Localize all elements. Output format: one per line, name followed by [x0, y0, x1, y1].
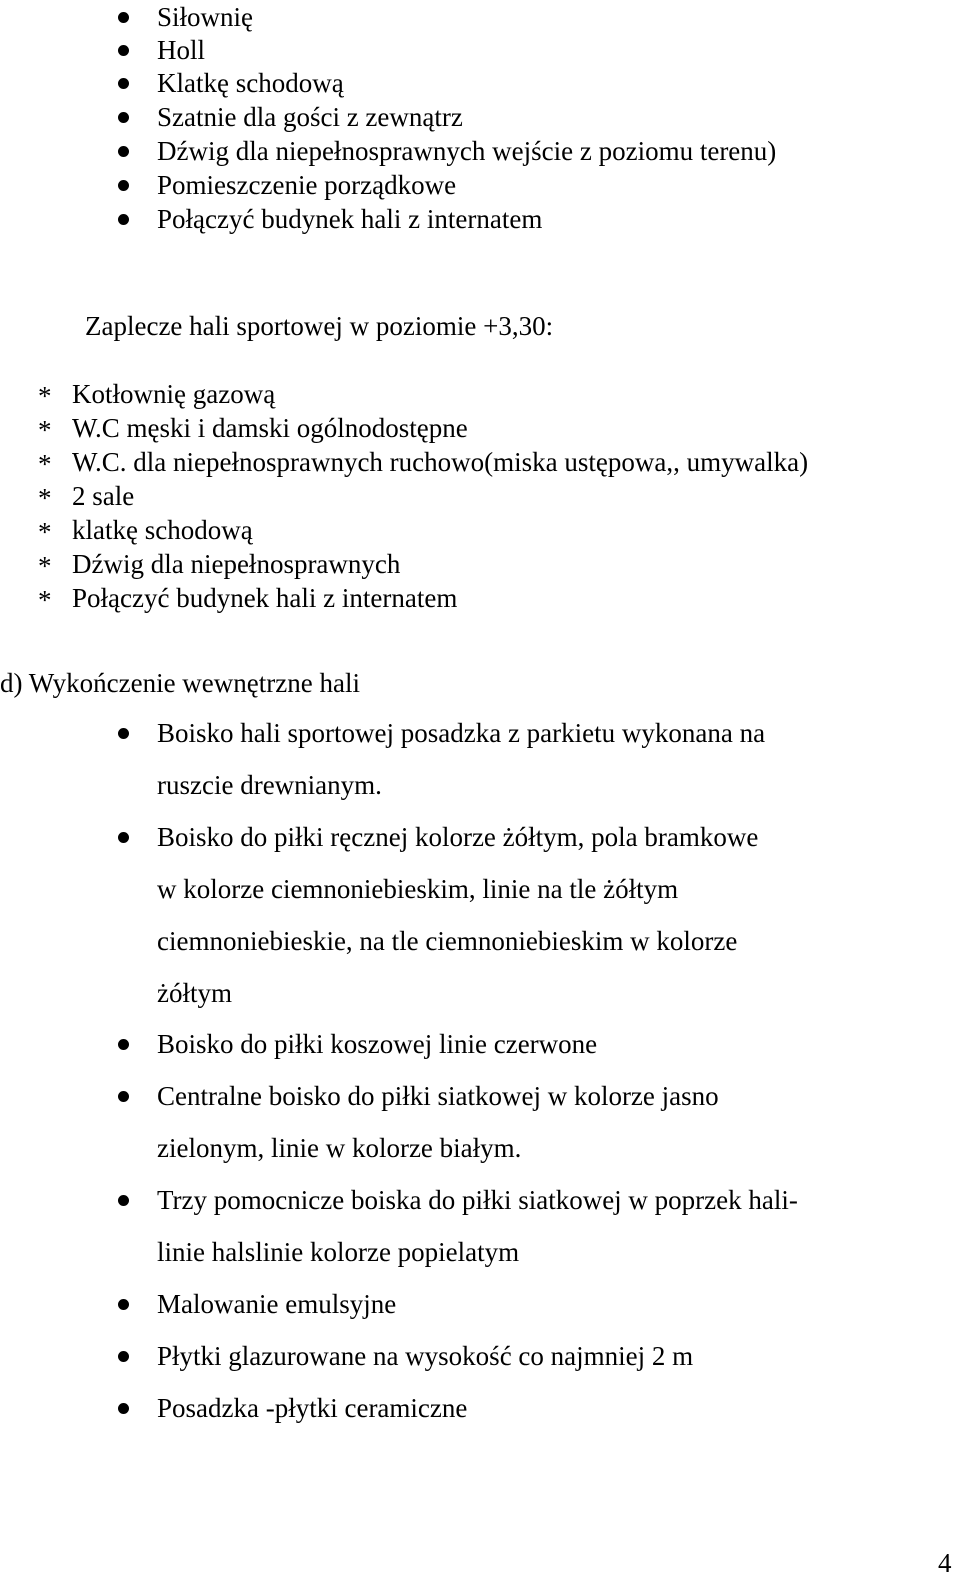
bullet-icon [118, 1299, 129, 1310]
list-item: Siłownię [157, 2, 254, 32]
bullet-icon [118, 112, 129, 123]
list-item: Klatkę schodową [157, 68, 344, 98]
star-marker: * [38, 551, 52, 581]
list-item-continuation: linie halslinie kolorze popielatym [157, 1237, 520, 1267]
bullet-icon [118, 832, 129, 843]
star-marker: * [38, 449, 52, 479]
list-item: Dźwig dla niepełnosprawnych [72, 549, 401, 579]
star-marker: * [38, 415, 52, 445]
list-item: W.C męski i damski ogólnodostępne [72, 413, 468, 443]
list-item: Pomieszczenie porządkowe [157, 170, 457, 200]
bullet-icon [118, 728, 129, 739]
list-item-continuation: zielonym, linie w kolorze białym. [157, 1133, 522, 1163]
bullet-icon [118, 1195, 129, 1206]
list-item: Kotłownię gazową [72, 379, 276, 409]
list-item-continuation: żółtym [157, 978, 232, 1008]
list-item: W.C. dla niepełnosprawnych ruchowo(miska ustępowa,, umywalka) [72, 447, 809, 477]
list-item: Trzy pomocnicze boiska do piłki siatkowej w poprzek hali- [157, 1185, 798, 1215]
bullet-icon [118, 180, 129, 191]
bullet-icon [118, 1403, 129, 1414]
bullet-icon [118, 1039, 129, 1050]
list-item: Malowanie emulsyjne [157, 1289, 397, 1319]
list-item: Dźwig dla niepełnosprawnych wejście z poziomu terenu) [157, 136, 777, 166]
star-marker: * [38, 517, 52, 547]
list-item: Holl [157, 35, 206, 65]
list-item: 2 sale [72, 481, 135, 511]
section-heading: d) Wykończenie wewnętrzne hali [0, 668, 360, 698]
bullet-icon [118, 1351, 129, 1362]
section-heading: Zaplecze hali sportowej w poziomie +3,30: [85, 311, 554, 341]
bullet-icon [118, 146, 129, 157]
list-item: Posadzka -płytki ceramiczne [157, 1393, 468, 1423]
list-item: Połączyć budynek hali z internatem [157, 204, 543, 234]
bullet-icon [118, 45, 129, 56]
bullet-icon [118, 78, 129, 89]
list-item-continuation: w kolorze ciemnoniebieskim, linie na tle żółtym [157, 874, 679, 904]
bullet-icon [118, 1091, 129, 1102]
star-marker: * [38, 483, 52, 513]
list-item-continuation: ruszcie drewnianym. [157, 770, 382, 800]
list-item: Płytki glazurowane na wysokość co najmniej 2 m [157, 1341, 694, 1371]
bullet-icon [118, 12, 129, 23]
list-item: klatkę schodową [72, 515, 253, 545]
star-marker: * [38, 381, 52, 411]
page-number: 4 [938, 1548, 952, 1578]
list-item: Boisko hali sportowej posadzka z parkietu wykonana na [157, 718, 766, 748]
list-item: Szatnie dla gości z zewnątrz [157, 102, 463, 132]
star-marker: * [38, 585, 52, 615]
bullet-icon [118, 214, 129, 225]
list-item: Centralne boisko do piłki siatkowej w kolorze jasno [157, 1081, 719, 1111]
list-item: Boisko do piłki ręcznej kolorze żółtym, pola bramkowe [157, 822, 759, 852]
list-item: Boisko do piłki koszowej linie czerwone [157, 1029, 598, 1059]
list-item-continuation: ciemnoniebieskie, na tle ciemnoniebieskim w kolorze [157, 926, 738, 956]
list-item: Połączyć budynek hali z internatem [72, 583, 458, 613]
